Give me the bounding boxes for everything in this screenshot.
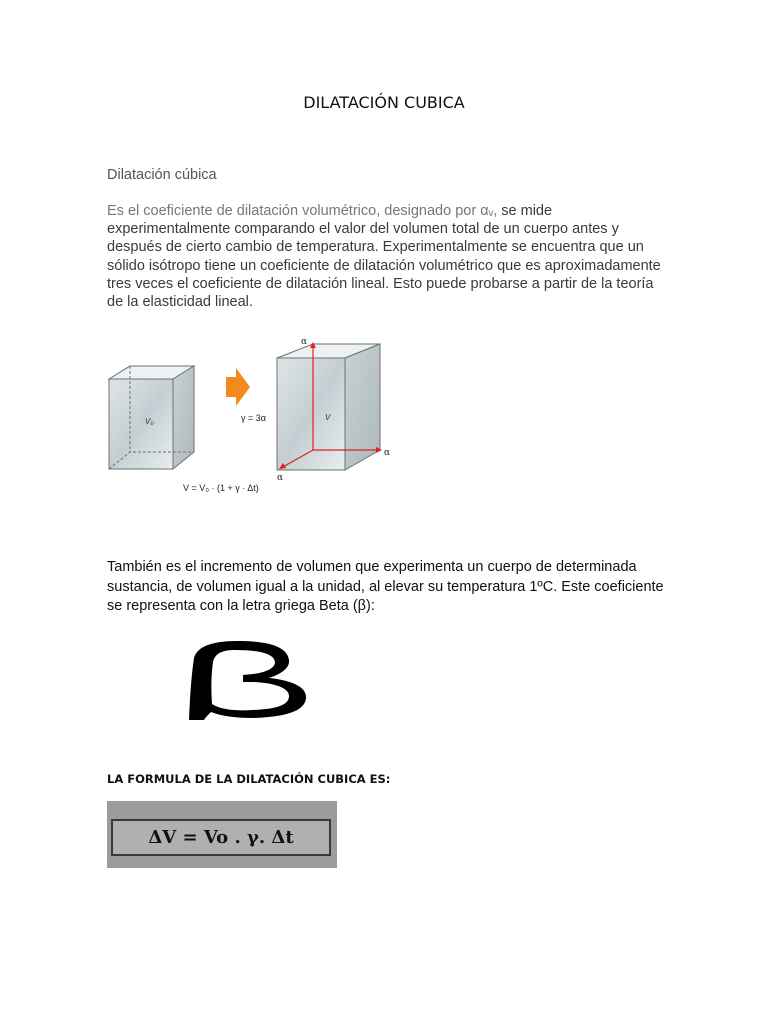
v-label: V [325,413,331,422]
alpha-top-label: α [301,337,308,347]
cubic-expansion-figure [105,335,405,500]
expanded-volume-cube [277,344,380,470]
gamma-label: γ = 3α [241,413,266,423]
page-title: DILATACIÓN CUBICA [303,93,465,112]
v0-label: V₀ [145,417,154,426]
beta-symbol-image [185,638,310,723]
formula-heading: LA FORMULA DE LA DILATACIÓN CUBICA ES: [107,772,391,786]
formula-text: ΔV = Vo . γ. Δt [111,819,331,856]
alpha-right-label: α [384,448,391,458]
formula-image [107,801,337,868]
beta-paragraph: También es el incremento de volumen que experimenta un cuerpo de determinada sustancia, de volumen igual a la unidad, al elevar su temperatura 1ºC. Este coeficiente se representa con la letra griega Beta (β): [107,559,664,614]
intro-paragraph-lead: Es el coeficiente de dilatación volumétrico, designado por αᵥ, [107,203,498,219]
intro-paragraph-body: se mide experimentalmente comparando el valor del volumen total de un cuerpo antes y después de cierto cambio de temperatura. Experimentalmente se encuentra que un sólido isótropo tiene un coeficiente de dilatación volumétrico que es aproximadamente tres veces el coeficiente de dilatación lineal. Esto puede probarse a partir de la teoría de la elasticidad lineal. [107,203,661,311]
section-subtitle: Dilatación cúbica [107,167,217,183]
intro-paragraph [107,202,667,311]
alpha-bottom-label: α [277,473,284,483]
volume-equation: V = V₀ · (1 + γ · Δt) [183,483,259,493]
transformation-arrow-icon [226,368,250,406]
